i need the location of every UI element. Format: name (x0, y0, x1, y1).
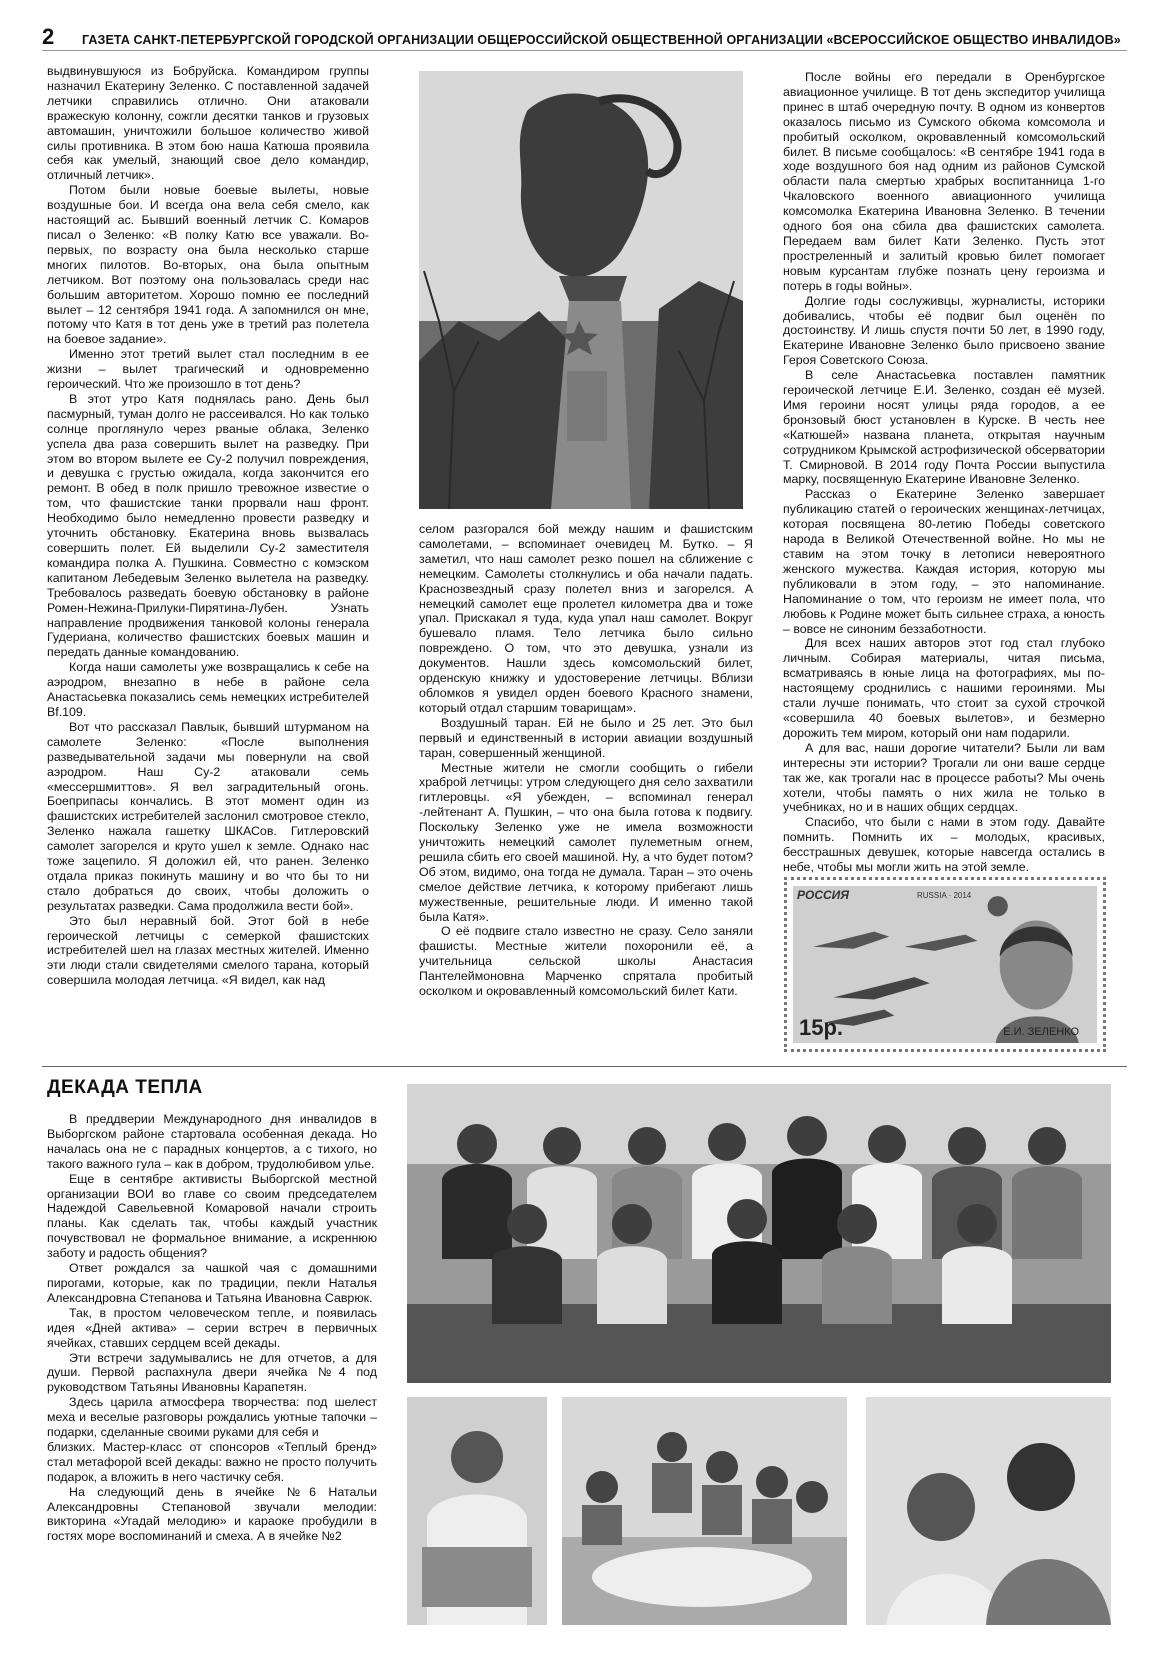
article-column-1 (47, 64, 369, 988)
article2-column (47, 1112, 377, 1544)
paragraph: На следующий день в ячейке №6 Натальи Александровны Степановой звучали мелодии: викторина «Угадай мелодию» и караоке пробудили в гостях море воспоминаний и смеха. А в ячейке №2 (47, 1484, 377, 1544)
stamp-name: Е.И. ЗЕЛЕНКО (1003, 1026, 1079, 1038)
paragraph: В селе Анастасьевка поставлен памятник героической летчице Е.И. Зеленко, создан её музей. Имя героини носят улицы ряда городов, а ее бронзовый бюст установлен в Курске. В честь нее «Катюшей» названа планета, открытая научным сотрудником Крымской астрофизической обсерватории Т. Смирновой. В 2014 году Почта России выпустила марку, посвященную Екатерине Ивановне Зеленко. (783, 368, 1105, 487)
section-headline: ДЕКАДА ТЕПЛА (47, 1077, 203, 1098)
group-photo (407, 1084, 1111, 1383)
stamp-artwork (793, 886, 1097, 1043)
paragraph: Ответ рождался за чашкой чая с домашними пирогами, которые, как по традиции, пекли Наталья Александровна Степанова и Татьяна Ивановна Саврюк. (47, 1261, 377, 1305)
paragraph: После войны его передали в Оренбургское авиационное училище. В тот день экспедитор училища принес в штаб очередную почту. В одном из конвертов оказалось письмо из Сумского обкома комсомола и пробитый осколком, окровавленный комсомольский билет. В письме сообщалось: «В сентябре 1941 года в ходе воздушного боя над одним из районов Сумской области пала смертью храбрых воспитанница 1-го Чкаловского военного авиационного училища комсомолка Екатерина Ивановна Зеленко. В течении одного боя она сбила два фашистских самолета. Передаем вам билет Кати Зеленко. Пусть этот простреленный и залитый кровью билет помогает новым курсантам глубже познать цену героизма и потерь в годы войны». (783, 70, 1105, 293)
stamp-price: 15р. (799, 1015, 844, 1040)
paragraph: близких. Мастер-класс от спонсоров «Теплый бренд» стал метафорой всей декады: важно не просто получить подарок, а вложить в него частичку себя. (47, 1439, 377, 1484)
page-number: 2 (42, 24, 55, 49)
paragraph: Вот что рассказал Павлык, бывший штурманом на самолете Зеленко: «После выполнения разведывательной задачи мы повернули на свой аэродром. Наш Су-2 атаковали семь «мессершмиттов». Я вел заградительный огонь. Боеприпасы кончались. В этот момент один из фашистских истребителей заслонил смотровое стекло, Зеленко нажала гашетку ШКАСов. Гитлеровский самолет загорелся и круто ушел к земле. Однако нас тоже зацепило. Я доложил ей, что ранен. Зеленко отдала приказ покинуть машину и во что бы то ни стало добраться до своих, чтобы доложить о результатах разведки. Сама продолжила вести бой». (47, 719, 369, 913)
event-photo-tapestry (407, 1397, 547, 1625)
paragraph: В этот утро Катя поднялась рано. День был пасмурный, туман долго не рассеивался. Но как только солнце проглянуло через рваные облака, Зеленко успела два раза совершить вылет на разведку. При этом во втором вылете ее Су-2 получил повреждения, и девушка с грустью ожидала, когда закончится его ремонт. В обед в полк пришло тревожное известие о том, что фашистские танки прорвали наш фронт. Необходимо было немедленно провести разведку и уточнить обстановку. Екатерина вновь вызвалась совершить полет. Ей выделили Су-2 заместителя командира полка А. Пушкина. Совместно с комэском капитаном Лебедевым Зеленко вылетела на разведку. Требовалось разведать боевую обстановку в районе Ромен-Нежина-Прилуки-Пирятина-Лубен. Узнать направление продвижения танковой колоны генерала Гудериана, количество фашистских боевых машин и передать данные командованию. (47, 391, 369, 660)
paragraph: Эти встречи задумывались не для отчетов, а для души. Первой распахнула двери ячейка №4 под руководством Татьяны Ивановны Карапетян. (47, 1350, 377, 1395)
paragraph: Местные жители не смогли сообщить о гибели храброй летчицы: утром следующего дня село захватили гитлеровцы. «Я убежден, – вспоминал генерал -лейтенант А. Пушкин, – что она была готова к подвигу. Поскольку Зеленко уже не имела возможности уничтожить немецкий самолет пулеметным огнем, решила сбить его своей машиной. Ну, а что будет потом? Об этом, видимо, она тогда не думала. Таран – это очень смелое действие летчика, к которому прибегают лишь мужественные, решительные люди. И именно такой была Катя». (419, 760, 753, 924)
paragraph: Здесь царила атмосфера творчества: под шелест меха и веселые разговоры рождались уютные тапочки – подарки, сделанные своими руками для себя и (47, 1395, 377, 1440)
paragraph: Спасибо, что были с нами в этом году. Давайте помнить. Помнить их – молодых, красивых, бесстрашных девушек, которые навсегда остались в небе, чтобы мы могли жить на этой земле. (783, 815, 1105, 875)
paragraph: Потом были новые боевые вылеты, новые воздушные бои. И всегда она вела себя смело, как настоящий ас. Бывший военный летчик С. Комаров писал о Зеленко: «В полку Катю все уважали. Во-первых, по возрасту она была несколько старше многих пилотов. Во-вторых, она была опытным летчиком. Вот поэтому она пользовалась среди нас большим авторитетом. Хорошо помню ее последний вылет – 12 сентября 1941 года. А запомнился он мне, потому что Катя в тот день уже в третий раз полетела на боевое задание». (47, 183, 369, 347)
newspaper-title: ГАЗЕТА САНКТ-ПЕТЕРБУРГСКОЙ ГОРОДСКОЙ ОРГАНИЗАЦИИ ОБЩЕРОССИЙСКОЙ ОБЩЕСТВЕННОЙ ОРГАНИЗАЦИИ «ВСЕРОССИЙСКОЕ ОБЩЕСТВО ИНВАЛИДОВ» (82, 33, 1121, 47)
paragraph: Воздушный таран. Ей не было и 25 лет. Это был первый и единственный в истории авиации воздушный таран, совершенный женщиной. (419, 715, 753, 760)
paragraph: Рассказ о Екатерине Зеленко завершает публикацию статей о героических женщинах-летчицах, которая посвящена 80-летию Победы советского народа в Великой Отечественной войне. Но мы не ставим на этом точку в летописи невероятного женского мужества. Каждая история, которую мы публиковали в этом году, – это напоминание. Напоминание о том, что героизм не имеет пола, что любовь к Родине может быть сильнее страха, а юность – вовсе не синоним беззаботности. (783, 487, 1105, 636)
paragraph: В преддверии Международного дня инвалидов в Выборгском районе стартовала особенная декада. Но началась она не с парадных концертов, а с тихого, но такого важного гула – как в добром, трудолюбивом улье. (47, 1112, 377, 1171)
page-header (42, 24, 1127, 51)
stamp-country: РОССИЯ (797, 888, 850, 902)
paragraph: Именно этот третий вылет стал последним в ее жизни – вылет трагический и одновременно героический. Что же произошло в тот день? (47, 347, 369, 392)
paragraph: селом разгорался бой между нашим и фашистским самолетами, – вспоминает очевидец М. Бутко. – Я заметил, что наш самолет резко пошел на сближение с немецким. Самолеты столкнулись и оба начали падать. Краснозвездный сразу полетел вниз и загорелся. А немецкий самолет еще пролетел километра два и тоже упал. Прискакал я туда, куда упал наш самолет. Вокруг бушевало пламя. Тело летчика было сильно повреждено. О том, что это девушка, узнали из документов. Нашли здесь комсомольский билет, орденскую книжку и удостоверение летчицы. Вблизи обломков я увидел орден боевого Красного знамени, который отдал старшим товарищам». (419, 522, 753, 715)
paragraph: Это был неравный бой. Этот бой в небе героической летчицы с семеркой фашистских истребителей шел на глазах местных жителей. Именно эти люди стали свидетелями смелого тарана, который совершила молодая летчица. «Я видел, как над (47, 913, 369, 988)
paragraph: О её подвиге стало известно не сразу. Село заняли фашисты. Местные жители похоронили её, а учительница сельской школы Анастасия Пантелеймоновна Марченко спрятала пробитый осколком и окровавленный комсомольский билет Кати. (419, 924, 753, 999)
event-photo-tea-party (562, 1397, 847, 1625)
monument-photo (419, 71, 743, 509)
article-column-2 (419, 522, 753, 999)
paragraph: Так, в простом человеческом тепле, и появилась идея «Дней актива» – серии встреч в первичных ячейках, ставших сердцем всей декады. (47, 1305, 377, 1350)
stamp-year: RUSSIA · 2014 (917, 891, 972, 900)
postage-stamp (784, 877, 1106, 1052)
article-column-3 (783, 70, 1105, 875)
paragraph: Когда наши самолеты уже возвращались к себе на аэродром, внезапно в небе в районе села Анастасьевка показались семь немецких истребителей Bf.109. (47, 660, 369, 719)
paragraph: А для вас, наши дорогие читатели? Были ли вам интересны эти истории? Трогали ли они ваше сердце так же, как трогали нас в процессе работы? Мы очень хотели, чтобы память о них жила не только в учебниках, но и в наших общих сердцах. (783, 740, 1105, 815)
section-divider (42, 1066, 1127, 1067)
paragraph: Долгие годы сослуживцы, журналисты, историки добивались, чтобы её подвиг был оценён по достоинству. И лишь спустя почти 50 лет, в 1990 году, Екатерине Ивановне Зеленко было присвоено звание Героя Советского Союза. (783, 293, 1105, 368)
event-photo-two-women (866, 1397, 1111, 1625)
paragraph: Еще в сентябре активисты Выборгской местной организации ВОИ во главе со своим председателем Надеждой Савельевной Комаровой начали строить планы. Как сделать так, чтобы каждый участник почувствовал не формальное внимание, а искреннюю заботу и радость общения? (47, 1171, 377, 1261)
paragraph: Для всех наших авторов этот год стал глубоко личным. Собирая материалы, читая письма, всматриваясь в юные лица на фотографиях, мы по-настоящему сроднились с нашими героинями. Мы стали лучше понимать, что стоит за сухой строчкой «совершила 40 боевых вылетов», и безмерно дорожить тем миром, который они нам подарили. (783, 636, 1105, 740)
paragraph: выдвинувшуюся из Бобруйска. Командиром группы назначил Екатерину Зеленко. С поставленной задачей летчики справились отлично. Они атаковали вражескую колонну, сожгли десятки танков и грузовых автомашин, уничтожили большое количество живой силы противника. В этом бою наша Катюша проявила себя как умелый, знающий свое дело командир, отличный летчик». (47, 64, 369, 183)
